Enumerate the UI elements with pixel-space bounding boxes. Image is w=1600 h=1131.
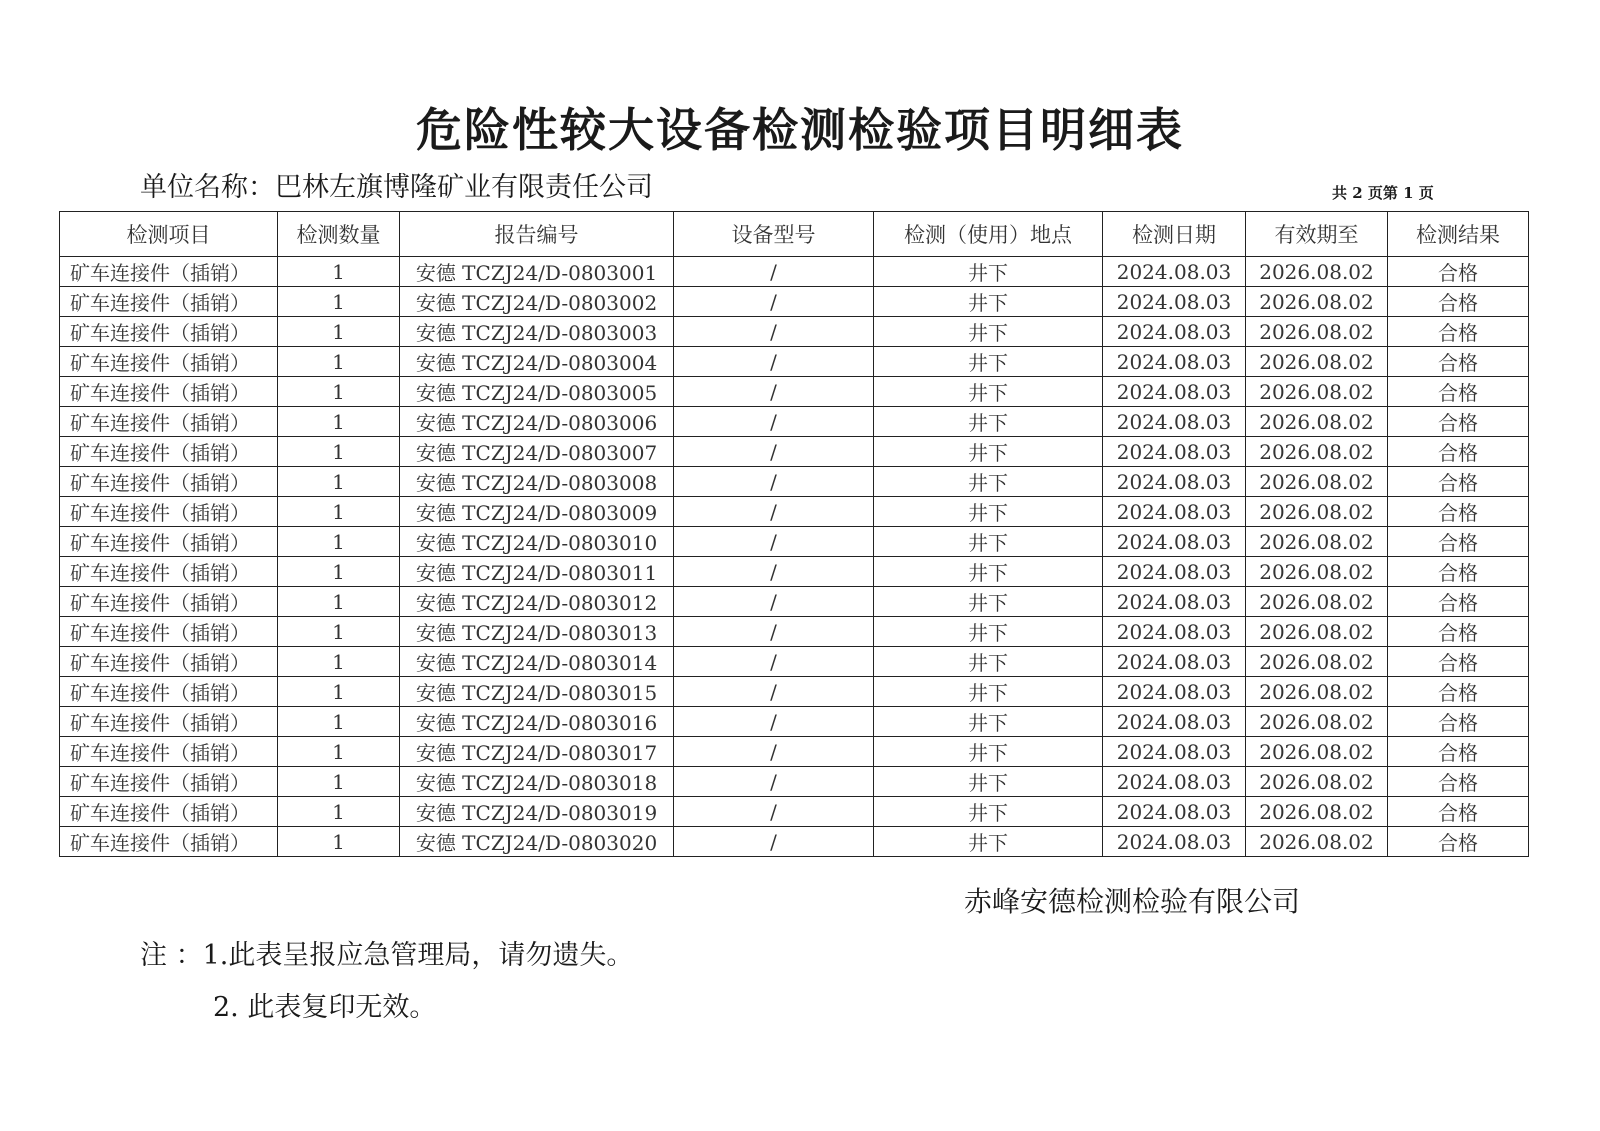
table-row bbox=[60, 317, 1529, 347]
cell-location: 井下 bbox=[874, 467, 1103, 497]
cell-valid-until: 2026.08.02 bbox=[1246, 767, 1388, 797]
cell-valid-until: 2026.08.02 bbox=[1246, 797, 1388, 827]
cell-location: 井下 bbox=[874, 737, 1103, 767]
cell-date: 2024.08.03 bbox=[1103, 827, 1246, 857]
cell-model: / bbox=[674, 437, 874, 467]
cell-result: 合格 bbox=[1388, 617, 1529, 647]
cell-location: 井下 bbox=[874, 317, 1103, 347]
cell-quantity: 1 bbox=[278, 827, 400, 857]
cell-item: 矿车连接件（插销） bbox=[60, 677, 278, 707]
cell-item: 矿车连接件（插销） bbox=[60, 317, 278, 347]
cell-valid-until: 2026.08.02 bbox=[1246, 677, 1388, 707]
table-row bbox=[60, 467, 1529, 497]
cell-result: 合格 bbox=[1388, 557, 1529, 587]
cell-date: 2024.08.03 bbox=[1103, 527, 1246, 557]
cell-result: 合格 bbox=[1388, 797, 1529, 827]
table-row bbox=[60, 437, 1529, 467]
cell-report-no: 安德 TCZJ24/D-0803007 bbox=[400, 437, 674, 467]
cell-quantity: 1 bbox=[278, 317, 400, 347]
cell-item: 矿车连接件（插销） bbox=[60, 407, 278, 437]
cell-report-no: 安德 TCZJ24/D-0803004 bbox=[400, 347, 674, 377]
cell-valid-until: 2026.08.02 bbox=[1246, 587, 1388, 617]
table-row bbox=[60, 677, 1529, 707]
cell-date: 2024.08.03 bbox=[1103, 347, 1246, 377]
header-model: 设备型号 bbox=[674, 212, 874, 257]
cell-model: / bbox=[674, 257, 874, 287]
cell-valid-until: 2026.08.02 bbox=[1246, 287, 1388, 317]
cell-date: 2024.08.03 bbox=[1103, 797, 1246, 827]
header-report-no: 报告编号 bbox=[400, 212, 674, 257]
cell-result: 合格 bbox=[1388, 287, 1529, 317]
cell-quantity: 1 bbox=[278, 437, 400, 467]
cell-item: 矿车连接件（插销） bbox=[60, 617, 278, 647]
cell-valid-until: 2026.08.02 bbox=[1246, 407, 1388, 437]
note-line-2: 2. 此表复印无效。 bbox=[213, 992, 437, 1023]
cell-result: 合格 bbox=[1388, 497, 1529, 527]
cell-date: 2024.08.03 bbox=[1103, 287, 1246, 317]
cell-result: 合格 bbox=[1388, 707, 1529, 737]
cell-location: 井下 bbox=[874, 827, 1103, 857]
cell-report-no: 安德 TCZJ24/D-0803018 bbox=[400, 767, 674, 797]
cell-result: 合格 bbox=[1388, 767, 1529, 797]
cell-report-no: 安德 TCZJ24/D-0803014 bbox=[400, 647, 674, 677]
header-date: 检测日期 bbox=[1103, 212, 1246, 257]
cell-model: / bbox=[674, 707, 874, 737]
cell-location: 井下 bbox=[874, 527, 1103, 557]
cell-quantity: 1 bbox=[278, 647, 400, 677]
cell-location: 井下 bbox=[874, 587, 1103, 617]
cell-location: 井下 bbox=[874, 287, 1103, 317]
inspection-table bbox=[59, 211, 1529, 857]
cell-valid-until: 2026.08.02 bbox=[1246, 347, 1388, 377]
cell-model: / bbox=[674, 617, 874, 647]
cell-date: 2024.08.03 bbox=[1103, 677, 1246, 707]
cell-model: / bbox=[674, 287, 874, 317]
header-quantity: 检测数量 bbox=[278, 212, 400, 257]
cell-report-no: 安德 TCZJ24/D-0803001 bbox=[400, 257, 674, 287]
cell-result: 合格 bbox=[1388, 827, 1529, 857]
cell-model: / bbox=[674, 557, 874, 587]
cell-item: 矿车连接件（插销） bbox=[60, 377, 278, 407]
cell-quantity: 1 bbox=[278, 737, 400, 767]
table-row bbox=[60, 617, 1529, 647]
cell-result: 合格 bbox=[1388, 677, 1529, 707]
table-row bbox=[60, 767, 1529, 797]
cell-quantity: 1 bbox=[278, 467, 400, 497]
cell-report-no: 安德 TCZJ24/D-0803010 bbox=[400, 527, 674, 557]
cell-result: 合格 bbox=[1388, 587, 1529, 617]
cell-quantity: 1 bbox=[278, 407, 400, 437]
table-header-row bbox=[60, 212, 1529, 257]
table-row bbox=[60, 287, 1529, 317]
table-row bbox=[60, 347, 1529, 377]
unit-label: 单位名称： bbox=[140, 172, 275, 203]
cell-report-no: 安德 TCZJ24/D-0803012 bbox=[400, 587, 674, 617]
cell-item: 矿车连接件（插销） bbox=[60, 797, 278, 827]
table-row bbox=[60, 587, 1529, 617]
cell-model: / bbox=[674, 407, 874, 437]
cell-valid-until: 2026.08.02 bbox=[1246, 557, 1388, 587]
cell-result: 合格 bbox=[1388, 527, 1529, 557]
cell-date: 2024.08.03 bbox=[1103, 737, 1246, 767]
cell-result: 合格 bbox=[1388, 737, 1529, 767]
cell-location: 井下 bbox=[874, 377, 1103, 407]
cell-date: 2024.08.03 bbox=[1103, 707, 1246, 737]
cell-date: 2024.08.03 bbox=[1103, 437, 1246, 467]
cell-valid-until: 2026.08.02 bbox=[1246, 497, 1388, 527]
cell-date: 2024.08.03 bbox=[1103, 557, 1246, 587]
cell-date: 2024.08.03 bbox=[1103, 767, 1246, 797]
cell-valid-until: 2026.08.02 bbox=[1246, 647, 1388, 677]
cell-valid-until: 2026.08.02 bbox=[1246, 377, 1388, 407]
cell-report-no: 安德 TCZJ24/D-0803019 bbox=[400, 797, 674, 827]
cell-model: / bbox=[674, 317, 874, 347]
cell-valid-until: 2026.08.02 bbox=[1246, 707, 1388, 737]
header-location: 检测（使用）地点 bbox=[874, 212, 1103, 257]
cell-quantity: 1 bbox=[278, 557, 400, 587]
cell-model: / bbox=[674, 527, 874, 557]
table-row bbox=[60, 257, 1529, 287]
cell-model: / bbox=[674, 767, 874, 797]
table-row bbox=[60, 527, 1529, 557]
cell-location: 井下 bbox=[874, 797, 1103, 827]
cell-result: 合格 bbox=[1388, 257, 1529, 287]
cell-report-no: 安德 TCZJ24/D-0803017 bbox=[400, 737, 674, 767]
cell-model: / bbox=[674, 677, 874, 707]
cell-model: / bbox=[674, 797, 874, 827]
unit-name: 巴林左旗博隆矿业有限责任公司 bbox=[275, 172, 653, 203]
cell-model: / bbox=[674, 497, 874, 527]
cell-location: 井下 bbox=[874, 437, 1103, 467]
cell-item: 矿车连接件（插销） bbox=[60, 467, 278, 497]
cell-item: 矿车连接件（插销） bbox=[60, 557, 278, 587]
cell-valid-until: 2026.08.02 bbox=[1246, 617, 1388, 647]
cell-item: 矿车连接件（插销） bbox=[60, 827, 278, 857]
table-row bbox=[60, 797, 1529, 827]
cell-item: 矿车连接件（插销） bbox=[60, 437, 278, 467]
cell-valid-until: 2026.08.02 bbox=[1246, 737, 1388, 767]
cell-item: 矿车连接件（插销） bbox=[60, 497, 278, 527]
cell-report-no: 安德 TCZJ24/D-0803011 bbox=[400, 557, 674, 587]
cell-valid-until: 2026.08.02 bbox=[1246, 527, 1388, 557]
table-row bbox=[60, 377, 1529, 407]
cell-location: 井下 bbox=[874, 707, 1103, 737]
table-row bbox=[60, 647, 1529, 677]
cell-report-no: 安德 TCZJ24/D-0803013 bbox=[400, 617, 674, 647]
cell-report-no: 安德 TCZJ24/D-0803006 bbox=[400, 407, 674, 437]
cell-location: 井下 bbox=[874, 497, 1103, 527]
cell-location: 井下 bbox=[874, 647, 1103, 677]
table-row bbox=[60, 737, 1529, 767]
cell-quantity: 1 bbox=[278, 257, 400, 287]
cell-report-no: 安德 TCZJ24/D-0803015 bbox=[400, 677, 674, 707]
cell-item: 矿车连接件（插销） bbox=[60, 257, 278, 287]
cell-quantity: 1 bbox=[278, 707, 400, 737]
cell-report-no: 安德 TCZJ24/D-0803009 bbox=[400, 497, 674, 527]
cell-item: 矿车连接件（插销） bbox=[60, 587, 278, 617]
cell-location: 井下 bbox=[874, 407, 1103, 437]
cell-quantity: 1 bbox=[278, 287, 400, 317]
header-item: 检测项目 bbox=[60, 212, 278, 257]
cell-valid-until: 2026.08.02 bbox=[1246, 437, 1388, 467]
cell-result: 合格 bbox=[1388, 347, 1529, 377]
cell-result: 合格 bbox=[1388, 317, 1529, 347]
cell-location: 井下 bbox=[874, 767, 1103, 797]
cell-date: 2024.08.03 bbox=[1103, 497, 1246, 527]
unit-line bbox=[140, 170, 653, 206]
cell-quantity: 1 bbox=[278, 527, 400, 557]
cell-valid-until: 2026.08.02 bbox=[1246, 257, 1388, 287]
cell-report-no: 安德 TCZJ24/D-0803016 bbox=[400, 707, 674, 737]
cell-valid-until: 2026.08.02 bbox=[1246, 317, 1388, 347]
cell-item: 矿车连接件（插销） bbox=[60, 767, 278, 797]
cell-item: 矿车连接件（插销） bbox=[60, 707, 278, 737]
cell-valid-until: 2026.08.02 bbox=[1246, 827, 1388, 857]
cell-location: 井下 bbox=[874, 557, 1103, 587]
header-valid-until: 有效期至 bbox=[1246, 212, 1388, 257]
cell-result: 合格 bbox=[1388, 437, 1529, 467]
cell-model: / bbox=[674, 587, 874, 617]
cell-date: 2024.08.03 bbox=[1103, 257, 1246, 287]
cell-quantity: 1 bbox=[278, 677, 400, 707]
cell-valid-until: 2026.08.02 bbox=[1246, 467, 1388, 497]
table-row bbox=[60, 827, 1529, 857]
cell-item: 矿车连接件（插销） bbox=[60, 737, 278, 767]
cell-date: 2024.08.03 bbox=[1103, 407, 1246, 437]
cell-quantity: 1 bbox=[278, 767, 400, 797]
cell-model: / bbox=[674, 377, 874, 407]
table-row bbox=[60, 407, 1529, 437]
cell-item: 矿车连接件（插销） bbox=[60, 287, 278, 317]
table-row bbox=[60, 707, 1529, 737]
company-name: 赤峰安德检测检验有限公司 bbox=[964, 885, 1301, 918]
cell-item: 矿车连接件（插销） bbox=[60, 647, 278, 677]
cell-location: 井下 bbox=[874, 617, 1103, 647]
cell-quantity: 1 bbox=[278, 587, 400, 617]
cell-result: 合格 bbox=[1388, 377, 1529, 407]
cell-report-no: 安德 TCZJ24/D-0803003 bbox=[400, 317, 674, 347]
cell-location: 井下 bbox=[874, 257, 1103, 287]
cell-report-no: 安德 TCZJ24/D-0803005 bbox=[400, 377, 674, 407]
cell-date: 2024.08.03 bbox=[1103, 647, 1246, 677]
cell-quantity: 1 bbox=[278, 377, 400, 407]
cell-quantity: 1 bbox=[278, 797, 400, 827]
cell-result: 合格 bbox=[1388, 647, 1529, 677]
cell-report-no: 安德 TCZJ24/D-0803008 bbox=[400, 467, 674, 497]
cell-quantity: 1 bbox=[278, 347, 400, 377]
table-row bbox=[60, 557, 1529, 587]
cell-model: / bbox=[674, 647, 874, 677]
cell-result: 合格 bbox=[1388, 467, 1529, 497]
table-row bbox=[60, 497, 1529, 527]
header-result: 检测结果 bbox=[1388, 212, 1529, 257]
page-info: 共 2 页第 1 页 bbox=[1332, 184, 1434, 202]
cell-model: / bbox=[674, 347, 874, 377]
cell-date: 2024.08.03 bbox=[1103, 377, 1246, 407]
page-title: 危险性较大设备检测检验项目明细表 bbox=[416, 103, 1184, 157]
cell-quantity: 1 bbox=[278, 497, 400, 527]
cell-item: 矿车连接件（插销） bbox=[60, 347, 278, 377]
cell-item: 矿车连接件（插销） bbox=[60, 527, 278, 557]
cell-report-no: 安德 TCZJ24/D-0803002 bbox=[400, 287, 674, 317]
cell-quantity: 1 bbox=[278, 617, 400, 647]
cell-location: 井下 bbox=[874, 347, 1103, 377]
cell-report-no: 安德 TCZJ24/D-0803020 bbox=[400, 827, 674, 857]
cell-date: 2024.08.03 bbox=[1103, 317, 1246, 347]
table-body bbox=[60, 257, 1529, 857]
cell-model: / bbox=[674, 827, 874, 857]
cell-date: 2024.08.03 bbox=[1103, 587, 1246, 617]
cell-date: 2024.08.03 bbox=[1103, 467, 1246, 497]
cell-model: / bbox=[674, 737, 874, 767]
cell-model: / bbox=[674, 467, 874, 497]
cell-location: 井下 bbox=[874, 677, 1103, 707]
note-line-1: 注 ：1.此表呈报应急管理局，请勿遗失。 bbox=[140, 940, 634, 971]
cell-date: 2024.08.03 bbox=[1103, 617, 1246, 647]
cell-result: 合格 bbox=[1388, 407, 1529, 437]
